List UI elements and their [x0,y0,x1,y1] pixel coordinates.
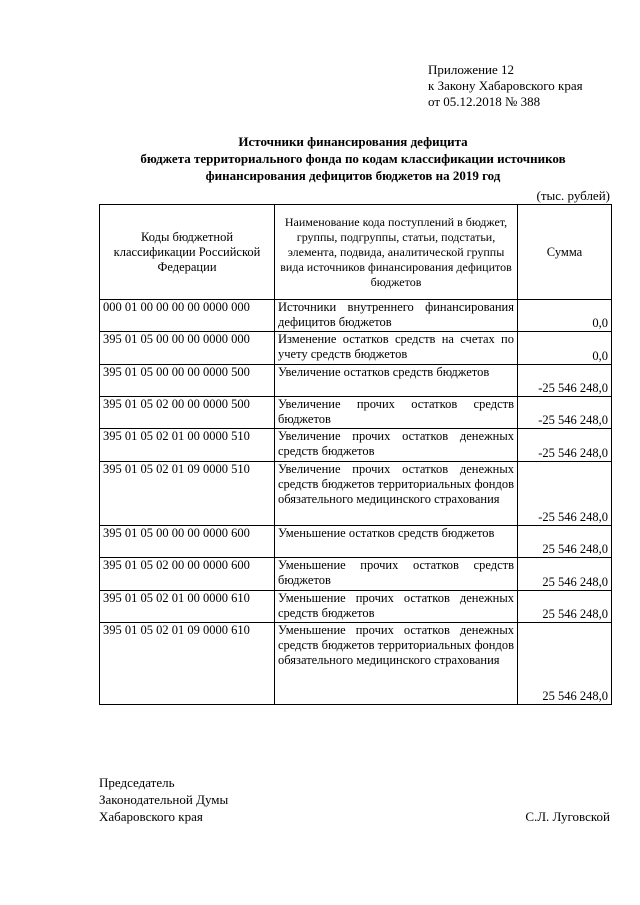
row-name: Уменьшение остатков средств бюджетов [275,526,518,558]
document-title [96,133,610,184]
row-code: 395 01 05 02 01 09 0000 510 [100,462,275,526]
row-amount: 25 546 248,0 [518,623,612,705]
appendix-law: к Закону Хабаровского края [428,78,583,93]
title-line-3: финансирования дефицитов бюджетов на 2019 год [205,168,501,183]
row-amount: -25 546 248,0 [518,429,612,462]
row-amount: 0,0 [518,332,612,365]
row-code: 395 01 05 02 00 00 0000 500 [100,397,275,429]
row-code: 395 01 05 00 00 00 0000 000 [100,332,275,365]
table-row [100,332,612,365]
signature-title-3: Хабаровского края [99,809,203,824]
appendix-date: от 05.12.2018 № 388 [428,94,541,109]
appendix-number: Приложение 12 [428,62,515,77]
row-name: Уменьшение прочих остатков денежных средств бюджетов территориальных фондов обязательного медицинского страхования [275,623,518,705]
row-code: 395 01 05 02 00 00 0000 600 [100,558,275,591]
table-row [100,300,612,332]
table-row [100,591,612,623]
table-row [100,526,612,558]
signature-title-1: Председатель [99,775,175,790]
row-code: 395 01 05 00 00 00 0000 600 [100,526,275,558]
row-amount: -25 546 248,0 [518,462,612,526]
row-code: 395 01 05 02 01 00 0000 610 [100,591,275,623]
header-amount: Сумма [518,205,612,300]
table-row [100,623,612,705]
row-name: Источники внутреннего финансирования дефицитов бюджетов [275,300,518,332]
row-amount: -25 546 248,0 [518,397,612,429]
signer-name: С.Л. Луговской [525,809,610,824]
table-row [100,365,612,397]
header-code: Коды бюджетной классификации Российской Федерации [100,205,275,300]
title-line-1: Источники финансирования дефицита [238,134,468,149]
row-name: Увеличение прочих остатков средств бюджетов [275,397,518,429]
appendix-reference [428,62,583,110]
row-amount: 25 546 248,0 [518,526,612,558]
signature-title-2: Законодательной Думы [99,792,229,807]
row-amount: 0,0 [518,300,612,332]
row-amount: 25 546 248,0 [518,591,612,623]
row-name: Увеличение прочих остатков денежных средств бюджетов территориальных фондов обязательного медицинского страхования [275,462,518,526]
table-header-row [100,205,612,300]
row-name: Уменьшение прочих остатков денежных средств бюджетов [275,591,518,623]
title-line-2: бюджета территориального фонда по кодам классификации источников [140,151,566,166]
row-code: 395 01 05 02 01 00 0000 510 [100,429,275,462]
signature-block [99,774,228,825]
header-name: Наименование кода поступлений в бюджет, группы, подгруппы, статьи, подстатьи, элемента, подвида, аналитической группы вида источников финансирования дефицитов бюджетов [275,205,518,300]
row-name: Уменьшение прочих остатков средств бюджетов [275,558,518,591]
row-amount: -25 546 248,0 [518,365,612,397]
table-row [100,429,612,462]
row-amount: 25 546 248,0 [518,558,612,591]
sources-table [99,204,612,705]
row-code: 395 01 05 00 00 00 0000 500 [100,365,275,397]
row-name: Изменение остатков средств на счетах по учету средств бюджетов [275,332,518,365]
table-row [100,462,612,526]
table-row [100,558,612,591]
row-name: Увеличение прочих остатков денежных средств бюджетов [275,429,518,462]
row-code: 000 01 00 00 00 00 0000 000 [100,300,275,332]
row-name: Увеличение остатков средств бюджетов [275,365,518,397]
row-code: 395 01 05 02 01 09 0000 610 [100,623,275,705]
units-label: (тыс. рублей) [536,188,610,203]
table-row [100,397,612,429]
